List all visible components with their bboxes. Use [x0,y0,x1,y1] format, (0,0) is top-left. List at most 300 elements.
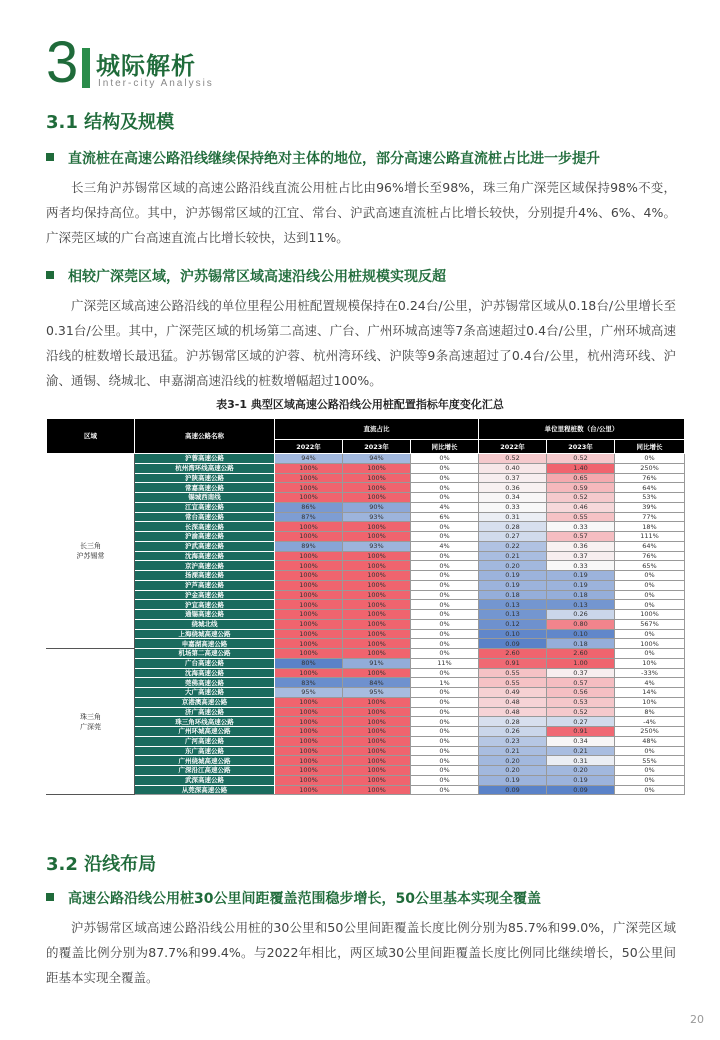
km-yoy-cell: 0% [615,600,685,610]
dc-2022-cell: 100% [275,639,343,649]
dc-yoy-cell: 0% [411,454,479,464]
bullet-square-icon [46,153,54,161]
km-2022-cell: 0.13 [479,610,547,620]
km-2022-cell: 0.12 [479,619,547,629]
km-yoy-cell: 0% [615,649,685,659]
km-2022-cell: 0.40 [479,463,547,473]
km-yoy-cell: 0% [615,580,685,590]
km-2022-cell: 0.13 [479,600,547,610]
dc-yoy-cell: 0% [411,532,479,542]
dc-2022-cell: 100% [275,473,343,483]
bullet-heading-text: 直流桩在高速公路沿线继续保持绝对主体的地位，部分高速公路直流桩占比进一步提升 [68,151,600,167]
dc-yoy-cell: 0% [411,756,479,766]
km-2022-cell: 0.18 [479,590,547,600]
km-yoy-cell: 77% [615,512,685,522]
dc-2022-cell: 100% [275,600,343,610]
dc-yoy-cell: 0% [411,610,479,620]
highway-name-cell: 广河高速公路 [135,736,275,746]
km-yoy-cell: 100% [615,610,685,620]
km-yoy-cell: -4% [615,717,685,727]
paragraph-coverage: 沪苏锡常区域高速公路沿线公用桩的30公里和50公里间距覆盖长度比例分别为85.7%和99.0%，广深莞区域的覆盖比例分别为87.7%和99.4%。与2022年相比，两区域30公里间距覆盖长度比例同比继续增长，50公里间距基本实现全覆盖。 [46,920,676,985]
km-yoy-cell: 0% [615,775,685,785]
km-2022-cell: 0.19 [479,571,547,581]
km-2022-cell: 0.27 [479,532,547,542]
table-row [47,629,685,639]
km-2023-cell: 0.27 [547,717,615,727]
km-2023-cell: 0.59 [547,483,615,493]
dc-2022-cell: 95% [275,688,343,698]
highway-name-cell: 沪宜高速公路 [135,600,275,610]
km-2022-cell: 0.21 [479,746,547,756]
km-2023-cell: 0.18 [547,590,615,600]
km-2023-cell: 0.37 [547,668,615,678]
dc-2023-cell: 90% [343,502,411,512]
dc-2022-cell: 100% [275,493,343,503]
highway-name-cell: 沪武高速公路 [135,541,275,551]
table-row [47,668,685,678]
km-2023-cell: 0.33 [547,561,615,571]
km-2023-cell: 1.40 [547,463,615,473]
table-row [47,727,685,737]
dc-yoy-cell: 4% [411,502,479,512]
km-yoy-cell: 65% [615,561,685,571]
dc-2023-cell: 100% [343,532,411,542]
highway-name-cell: 沈海高速公路 [135,668,275,678]
dc-yoy-cell: 0% [411,746,479,756]
highway-name-cell: 机场第二高速公路 [135,649,275,659]
dc-2022-cell: 100% [275,727,343,737]
dc-yoy-cell: 0% [411,473,479,483]
km-yoy-cell: 10% [615,658,685,668]
table-row [47,766,685,776]
highway-name-cell: 沪渝高速公路 [135,532,275,542]
highway-name-cell: 绕城北线 [135,619,275,629]
dc-yoy-cell: 0% [411,639,479,649]
km-2022-cell: 0.22 [479,541,547,551]
dc-2022-cell: 100% [275,746,343,756]
highway-name-cell: 武深高速公路 [135,775,275,785]
table-row [47,785,685,795]
header-2023: 2023年 [343,440,411,454]
dc-2022-cell: 83% [275,678,343,688]
dc-yoy-cell: 1% [411,678,479,688]
dc-yoy-cell: 6% [411,512,479,522]
dc-2023-cell: 100% [343,766,411,776]
header-region: 区域 [47,419,135,454]
region-cell: 长三角 沪苏锡常 [47,454,135,649]
km-2023-cell: 0.46 [547,502,615,512]
km-yoy-cell: 0% [615,590,685,600]
table-row [47,454,685,464]
table-row [47,561,685,571]
table-row [47,502,685,512]
dc-2022-cell: 100% [275,590,343,600]
km-2022-cell: 0.55 [479,668,547,678]
table-row [47,736,685,746]
km-2022-cell: 0.33 [479,502,547,512]
km-yoy-cell: 0% [615,454,685,464]
km-yoy-cell: 39% [615,502,685,512]
dc-yoy-cell: 0% [411,717,479,727]
km-yoy-cell: 250% [615,463,685,473]
dc-2023-cell: 100% [343,775,411,785]
km-2023-cell: 0.26 [547,610,615,620]
km-2023-cell: 2.60 [547,649,615,659]
km-2023-cell: 0.19 [547,571,615,581]
dc-2023-cell: 94% [343,454,411,464]
km-2023-cell: 0.52 [547,493,615,503]
km-2023-cell: 1.00 [547,658,615,668]
header-dc-ratio: 直流占比 [275,419,479,440]
km-yoy-cell: 0% [615,766,685,776]
bullet-heading-text: 相较广深莞区域，沪苏锡常区域高速沿线公用桩规模实现反超 [68,269,446,285]
km-2022-cell: 0.10 [479,629,547,639]
km-2022-cell: 0.31 [479,512,547,522]
dc-yoy-cell: 0% [411,619,479,629]
km-2022-cell: 2.60 [479,649,547,659]
table-row [47,551,685,561]
table-row [47,590,685,600]
dc-2023-cell: 95% [343,688,411,698]
dc-yoy-cell: 0% [411,649,479,659]
dc-2022-cell: 100% [275,580,343,590]
km-2022-cell: 0.48 [479,697,547,707]
highway-name-cell: 莞佛高速公路 [135,678,275,688]
highway-name-cell: 沈海高速公路 [135,551,275,561]
km-2023-cell: 0.56 [547,688,615,698]
dc-yoy-cell: 0% [411,590,479,600]
dc-yoy-cell: 0% [411,493,479,503]
km-yoy-cell: 14% [615,688,685,698]
header-highway: 高速公路名称 [135,419,275,454]
dc-2022-cell: 100% [275,571,343,581]
dc-2022-cell: 87% [275,512,343,522]
dc-2022-cell: 100% [275,532,343,542]
table-row [47,746,685,756]
paragraph-scale: 广深莞区域高速公路沿线的单位里程公用桩配置规模保持在0.24台/公里，沪苏锡常区域从0.18台/公里增长至0.31台/公里。其中，广深莞区域的机场第二高速、广台、广州环城高速等7条高速超过0.4台/公里，广州环城高速沿线的桩数增长最迅猛。沪苏锡常区域的沪蓉、杭州湾环线、沪陕等9条高速超过了0.4台/公里，杭州湾环线、沪渝、通锡、绕城北、申嘉湖高速沿线的桩数增幅超过100%。 [46,298,676,388]
km-2022-cell: 0.55 [479,678,547,688]
dc-2023-cell: 100% [343,610,411,620]
dc-2022-cell: 100% [275,697,343,707]
dc-2023-cell: 84% [343,678,411,688]
highway-name-cell: 广深沿江高速公路 [135,766,275,776]
highway-name-cell: 常嘉高速公路 [135,483,275,493]
highway-name-cell: 沪芦高速公路 [135,580,275,590]
dc-2022-cell: 100% [275,756,343,766]
dc-yoy-cell: 0% [411,775,479,785]
km-yoy-cell: 0% [615,746,685,756]
dc-2022-cell: 100% [275,649,343,659]
km-2022-cell: 0.21 [479,551,547,561]
dc-2023-cell: 100% [343,639,411,649]
km-yoy-cell: 567% [615,619,685,629]
paragraph-dc-share: 长三角沪苏锡常区域的高速公路沿线直流公用桩占比由96%增长至98%，珠三角广深莞区域保持98%不变，两者均保持高位。其中，沪苏锡常区域的江宜、常台、沪武高速直流桩占比增长较快，分别提升4%、6%、4%。广深莞区域的广台高速直流占比增长较快，达到11%。 [46,180,676,245]
chapter-number: 3 [46,30,79,95]
km-yoy-cell: 10% [615,697,685,707]
dc-yoy-cell: 0% [411,561,479,571]
bullet-square-icon [46,893,54,901]
bullet-heading-dc-share [46,148,600,168]
dc-yoy-cell: 0% [411,629,479,639]
km-2022-cell: 0.34 [479,493,547,503]
dc-yoy-cell: 0% [411,707,479,717]
dc-2023-cell: 100% [343,580,411,590]
km-2023-cell: 0.21 [547,746,615,756]
km-yoy-cell: 0% [615,571,685,581]
dc-yoy-cell: 0% [411,766,479,776]
km-2023-cell: 0.34 [547,736,615,746]
km-2023-cell: 0.52 [547,707,615,717]
km-2022-cell: 0.19 [479,775,547,785]
chapter-title: 城际解析 [96,52,196,80]
table-row [47,600,685,610]
km-yoy-cell: 0% [615,629,685,639]
table-row [47,756,685,766]
km-yoy-cell: 76% [615,551,685,561]
dc-yoy-cell: 0% [411,668,479,678]
km-2023-cell: 0.37 [547,551,615,561]
page-number: 20 [690,1013,704,1026]
km-yoy-cell: 0% [615,785,685,795]
dc-yoy-cell: 0% [411,736,479,746]
table-row [47,658,685,668]
dc-2023-cell: 100% [343,493,411,503]
dc-2023-cell: 100% [343,756,411,766]
table-row [47,697,685,707]
km-2022-cell: 0.26 [479,727,547,737]
header-yoy: 同比增长 [615,440,685,454]
table-row [47,707,685,717]
dc-yoy-cell: 0% [411,580,479,590]
dc-2022-cell: 80% [275,658,343,668]
km-yoy-cell: 18% [615,522,685,532]
chapter-bar [82,48,90,88]
dc-2023-cell: 100% [343,746,411,756]
km-2023-cell: 0.91 [547,727,615,737]
dc-yoy-cell: 0% [411,697,479,707]
dc-yoy-cell: 0% [411,483,479,493]
dc-2022-cell: 94% [275,454,343,464]
km-yoy-cell: 250% [615,727,685,737]
header-per-km: 单位里程桩数（台/公里） [479,419,685,440]
km-2022-cell: 0.49 [479,688,547,698]
km-2022-cell: 0.48 [479,707,547,717]
region-cell: 珠三角 广深莞 [47,649,135,795]
table-row [47,522,685,532]
km-yoy-cell: 64% [615,541,685,551]
highway-name-cell: 沪蓉高速公路 [135,454,275,464]
km-2023-cell: 0.36 [547,541,615,551]
dc-2022-cell: 100% [275,522,343,532]
highway-name-cell: 扬溧高速公路 [135,571,275,581]
km-yoy-cell: 53% [615,493,685,503]
km-2022-cell: 0.20 [479,756,547,766]
table-row [47,649,685,659]
table-row [47,639,685,649]
km-2023-cell: 0.19 [547,580,615,590]
table-row [47,512,685,522]
km-2022-cell: 0.09 [479,785,547,795]
dc-2023-cell: 100% [343,561,411,571]
dc-2023-cell: 100% [343,727,411,737]
km-2022-cell: 0.09 [479,639,547,649]
dc-2023-cell: 100% [343,463,411,473]
dc-2023-cell: 100% [343,649,411,659]
km-2023-cell: 0.19 [547,775,615,785]
dc-2023-cell: 100% [343,697,411,707]
dc-2022-cell: 100% [275,736,343,746]
dc-2022-cell: 100% [275,610,343,620]
km-2022-cell: 0.20 [479,766,547,776]
dc-2023-cell: 91% [343,658,411,668]
highway-name-cell: 广台高速公路 [135,658,275,668]
highway-name-cell: 沪金高速公路 [135,590,275,600]
highway-name-cell: 长深高速公路 [135,522,275,532]
highway-name-cell: 广州绕城高速公路 [135,756,275,766]
dc-yoy-cell: 11% [411,658,479,668]
dc-2023-cell: 100% [343,473,411,483]
section-title-3-2: 3.2 沿线布局 [46,854,157,875]
dc-2023-cell: 100% [343,629,411,639]
km-2022-cell: 0.28 [479,522,547,532]
dc-2022-cell: 100% [275,707,343,717]
km-2023-cell: 0.10 [547,629,615,639]
section-title-3-1: 3.1 结构及规模 [46,112,175,133]
table-row [47,493,685,503]
table-row [47,775,685,785]
dc-2023-cell: 100% [343,619,411,629]
bullet-heading-coverage [46,888,541,908]
dc-yoy-cell: 4% [411,541,479,551]
highway-name-cell: 大广高速公路 [135,688,275,698]
table-row [47,571,685,581]
dc-2023-cell: 100% [343,707,411,717]
dc-yoy-cell: 0% [411,688,479,698]
dc-2022-cell: 100% [275,561,343,571]
highway-name-cell: 申嘉湖高速公路 [135,639,275,649]
km-yoy-cell: 64% [615,483,685,493]
dc-2023-cell: 93% [343,541,411,551]
km-2023-cell: 0.65 [547,473,615,483]
table-row [47,532,685,542]
highway-name-cell: 京沪高速公路 [135,561,275,571]
km-2023-cell: 0.52 [547,454,615,464]
km-2023-cell: 0.33 [547,522,615,532]
km-yoy-cell: 4% [615,678,685,688]
km-2023-cell: 0.18 [547,639,615,649]
km-yoy-cell: -33% [615,668,685,678]
dc-2022-cell: 100% [275,668,343,678]
km-2022-cell: 0.20 [479,561,547,571]
dc-2022-cell: 100% [275,766,343,776]
dc-2023-cell: 100% [343,483,411,493]
dc-2023-cell: 100% [343,551,411,561]
highway-name-cell: 珠三角环线高速公路 [135,717,275,727]
bullet-square-icon [46,271,54,279]
table-row [47,463,685,473]
table-row [47,678,685,688]
dc-2023-cell: 100% [343,590,411,600]
dc-2022-cell: 86% [275,502,343,512]
dc-2023-cell: 100% [343,717,411,727]
dc-2022-cell: 100% [275,785,343,795]
highway-charging-table [46,418,685,795]
dc-yoy-cell: 0% [411,522,479,532]
highway-name-cell: 江宜高速公路 [135,502,275,512]
header-2023: 2023年 [547,440,615,454]
dc-2022-cell: 100% [275,483,343,493]
highway-name-cell: 锡城西南线 [135,493,275,503]
table-row [47,717,685,727]
dc-yoy-cell: 0% [411,463,479,473]
dc-yoy-cell: 0% [411,727,479,737]
km-yoy-cell: 8% [615,707,685,717]
km-2023-cell: 0.55 [547,512,615,522]
table-row [47,610,685,620]
km-yoy-cell: 100% [615,639,685,649]
km-2023-cell: 0.57 [547,532,615,542]
highway-name-cell: 从莞深高速公路 [135,785,275,795]
table-row [47,483,685,493]
km-2022-cell: 0.36 [479,483,547,493]
dc-2023-cell: 100% [343,571,411,581]
km-yoy-cell: 111% [615,532,685,542]
dc-2022-cell: 100% [275,463,343,473]
km-2023-cell: 0.13 [547,600,615,610]
km-yoy-cell: 55% [615,756,685,766]
dc-yoy-cell: 0% [411,600,479,610]
table-caption: 表3-1 典型区域高速公路沿线公用桩配置指标年度变化汇总 [216,398,504,411]
table-row [47,580,685,590]
km-2022-cell: 0.91 [479,658,547,668]
highway-name-cell: 通锡高速公路 [135,610,275,620]
km-yoy-cell: 48% [615,736,685,746]
dc-2022-cell: 100% [275,551,343,561]
table-row [47,473,685,483]
km-2023-cell: 0.53 [547,697,615,707]
highway-name-cell: 广州环城高速公路 [135,727,275,737]
dc-yoy-cell: 0% [411,785,479,795]
highway-name-cell: 济广高速公路 [135,707,275,717]
dc-2022-cell: 100% [275,775,343,785]
dc-2023-cell: 100% [343,600,411,610]
km-yoy-cell: 76% [615,473,685,483]
km-2022-cell: 0.19 [479,580,547,590]
header-2022: 2022年 [479,440,547,454]
chapter-subtitle: Inter-city Analysis [98,78,214,89]
dc-2022-cell: 100% [275,619,343,629]
km-2023-cell: 0.57 [547,678,615,688]
dc-2022-cell: 100% [275,717,343,727]
dc-yoy-cell: 0% [411,571,479,581]
km-2023-cell: 0.20 [547,766,615,776]
dc-2023-cell: 100% [343,736,411,746]
highway-name-cell: 沪陕高速公路 [135,473,275,483]
km-2022-cell: 0.52 [479,454,547,464]
dc-2023-cell: 100% [343,522,411,532]
header-2022: 2022年 [275,440,343,454]
highway-name-cell: 东广高速公路 [135,746,275,756]
km-2022-cell: 0.37 [479,473,547,483]
highway-name-cell: 上海绕城高速公路 [135,629,275,639]
dc-2023-cell: 100% [343,668,411,678]
km-2023-cell: 0.09 [547,785,615,795]
highway-name-cell: 京港澳高速公路 [135,697,275,707]
bullet-heading-scale [46,266,446,286]
km-2023-cell: 0.80 [547,619,615,629]
table-row [47,619,685,629]
highway-name-cell: 常台高速公路 [135,512,275,522]
